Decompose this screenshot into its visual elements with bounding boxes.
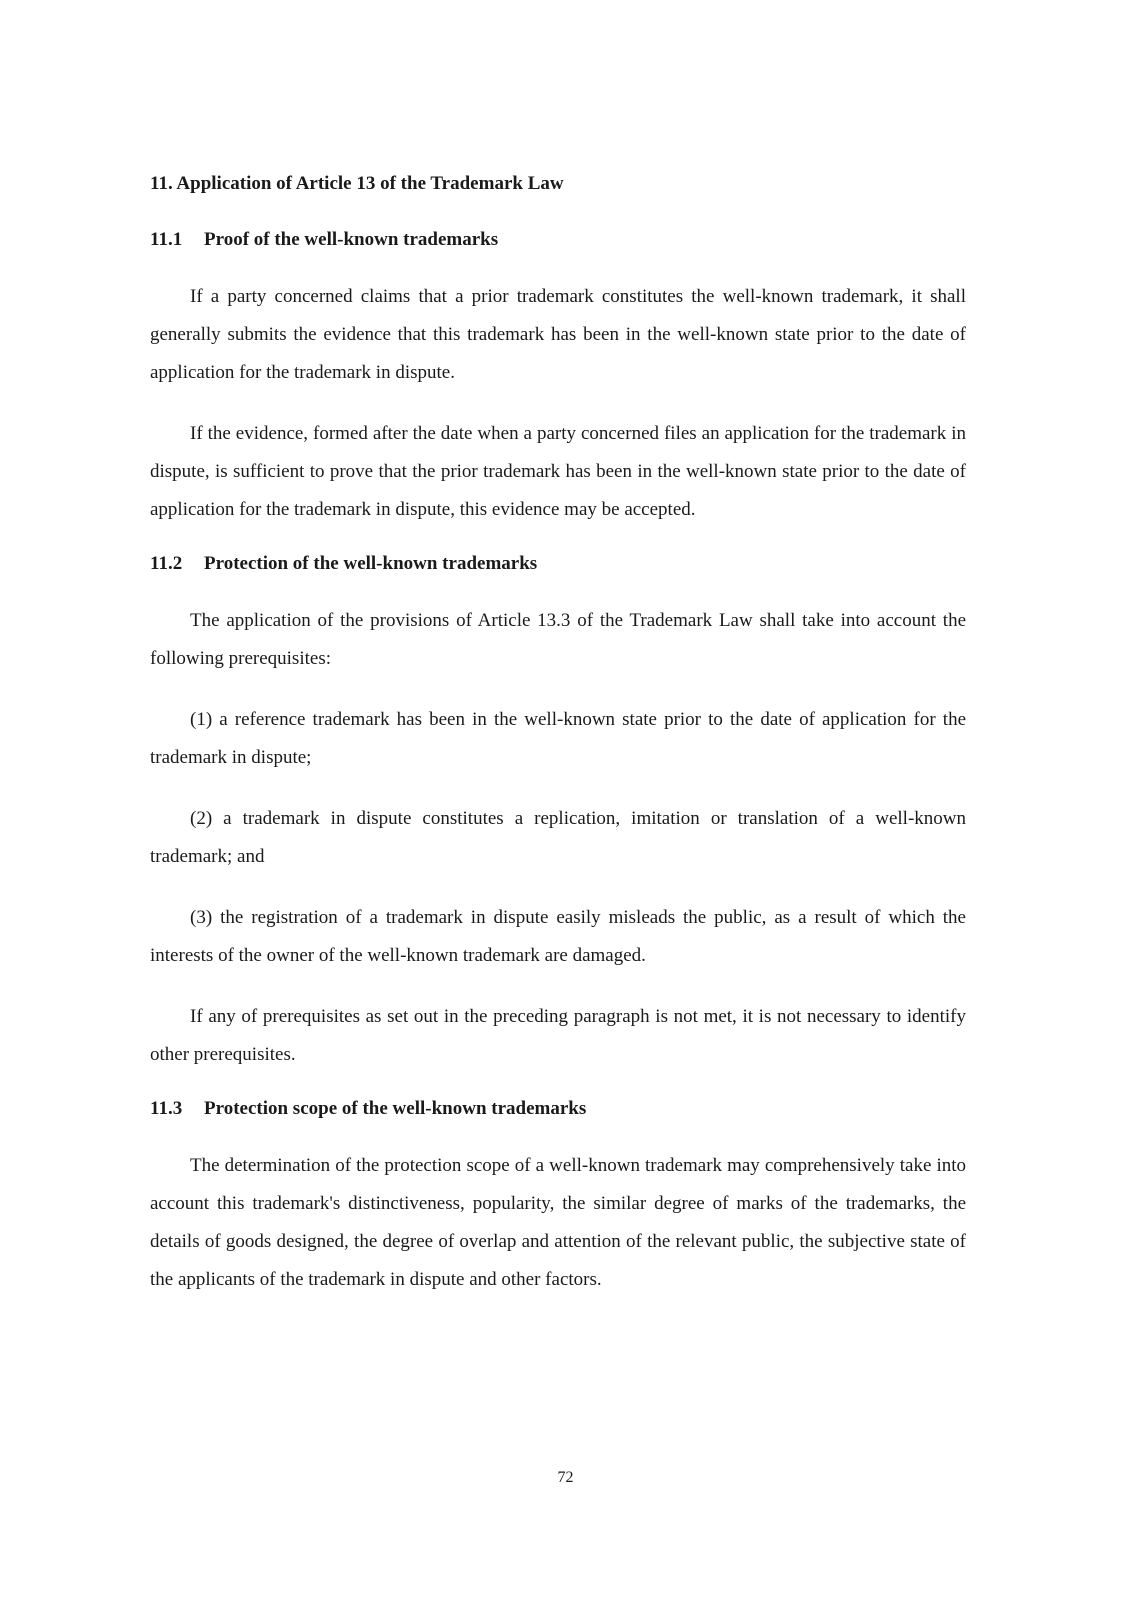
paragraph: The determination of the protection scope of a well-known trademark may comprehensively take into account this trademark's distinctiveness, popularity, the similar degree of marks of the trademarks, the details of goods designed, the degree of overlap and attention of the relevant public, the subjective state of the applicants of the trademark in dispute and other factors. xyxy=(150,1155,966,1290)
paragraph: If the evidence, formed after the date when a party concerned files an application for the trademark in dispute, is sufficient to prove that the prior trademark has been in the well-known state prior to the date of application for the trademark in dispute, this evidence may be accepted. xyxy=(150,423,966,520)
chapter-title: 11. Application of Article 13 of the Trademark Law xyxy=(150,173,564,194)
section-number: 11.2 xyxy=(150,553,183,574)
section-title: Protection of the well-known trademarks xyxy=(204,553,538,574)
list-item-3: (3) the registration of a trademark in dispute easily misleads the public, as a result of which the interests of the owner of the well-known trademark are damaged. xyxy=(150,907,966,966)
section-number: 11.1 xyxy=(150,229,183,250)
page-content xyxy=(150,172,966,1322)
section-title: Proof of the well-known trademarks xyxy=(204,229,499,250)
list-item-1: (1) a reference trademark has been in the well-known state prior to the date of application for the trademark in dispute; xyxy=(150,709,966,768)
section-heading-11-3 xyxy=(150,1097,966,1121)
paragraph: If a party concerned claims that a prior trademark constitutes the well-known trademark, it shall generally submits the evidence that this trademark has been in the well-known state prior to the date of application for the trademark in dispute. xyxy=(150,286,966,383)
paragraph: The application of the provisions of Article 13.3 of the Trademark Law shall take into account the following prerequisites: xyxy=(150,610,966,669)
section-heading-11-2 xyxy=(150,552,966,576)
section-title: Protection scope of the well-known trademarks xyxy=(204,1098,587,1119)
section-heading-11-1 xyxy=(150,228,966,252)
section-number: 11.3 xyxy=(150,1098,183,1119)
paragraph: If any of prerequisites as set out in the preceding paragraph is not met, it is not necessary to identify other prerequisites. xyxy=(150,1006,966,1065)
page-number: 72 xyxy=(557,1469,574,1486)
list-item-2: (2) a trademark in dispute constitutes a replication, imitation or translation of a well-known trademark; and xyxy=(150,808,966,867)
